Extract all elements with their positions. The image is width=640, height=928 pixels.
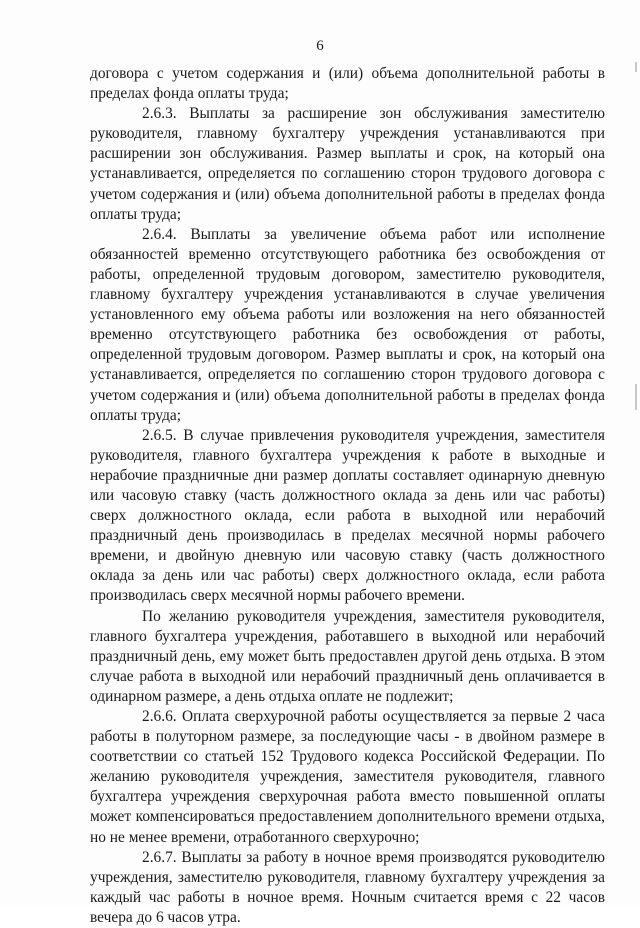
paragraph-2-6-5-rest-day: По желанию руководителя учреждения, заместителя руководителя, главного бухгалтера учреждения, работавшего в выходной или нерабочий праздничный день, ему может быть предоставлен другой день отдыха. В этом случае работа в выходной или нерабочий праздничный день оплачивается в одинарном размере, а день отдыха оплате не подлежит;: [90, 607, 605, 705]
scan-edge-mark: [635, 384, 637, 410]
paragraph-continuation: договора с учетом содержания и (или) объема дополнительной работы в пределах фонда оплаты труда;: [90, 65, 605, 103]
document-body: [90, 64, 605, 928]
paragraph-2-6-6: 2.6.6. Оплата сверхурочной работы осуществляется за первые 2 часа работы в полуторном размере, за последующие часы - в двойном размере в соответствии со статьей 152 Трудового кодекса Российской Федерации. По желанию руководителя учреждения, заместителя руководителя, главного бухгалтера учреждения сверхурочная работа вместо повышенной оплаты может компенсироваться предоставлением дополнительного времени отдыха, но не менее времени, отработанного сверхурочно;: [90, 708, 605, 846]
scan-edge-mark: [635, 62, 637, 72]
paragraph-2-6-4: 2.6.4. Выплаты за увеличение объема работ или исполнение обязанностей временно отсутствующего работника без освобождения от работы, определенной трудовым договором, заместителю руководителя, главному бухгалтеру учреждения устанавливаются в случае увеличения установленного ему объема работы или возложения на него обязанностей временно отсутствующего работника без освобождения от работы, определенной трудовым договором. Размер выплаты и срок, на который она устанавливается, определяется по соглашению сторон трудового договора с учетом содержания и (или) объема дополнительной работы в пределах фонда оплаты труда;: [90, 225, 605, 424]
paragraph-2-6-7: 2.6.7. Выплаты за работу в ночное время производятся руководителю учреждения, заместителю руководителя, главному бухгалтеру учреждения за каждый час работы в ночное время. Ночным считается время с 22 часов вечера до 6 часов утра.: [90, 848, 605, 926]
paragraph-2-6-3: 2.6.3. Выплаты за расширение зон обслуживания заместителю руководителя, главному бухгалтеру учреждения устанавливаются при расширении зон обслуживания. Размер выплаты и срок, на который она устанавливается, определяется по соглашению сторон трудового договора с учетом содержания и (или) объема дополнительной работы в пределах фонда оплаты труда;: [90, 105, 605, 223]
paragraph-2-6-5: 2.6.5. В случае привлечения руководителя учреждения, заместителя руководителя, главного бухгалтера учреждения к работе в выходные и нерабочие праздничные дни размер доплаты составляет одинарную дневную или часовую ставку (часть должностного оклада за день или час работы) сверх должностного оклада, если работа в выходной или нерабочий праздничный день производилась в пределах месячной нормы рабочего времени, и двойную дневную или часовую ставку (часть должностного оклада за день или час работы) сверх должностного оклада, если работа производилась сверх месячной нормы рабочего времени.: [90, 426, 605, 605]
page-number: 6: [316, 38, 324, 54]
